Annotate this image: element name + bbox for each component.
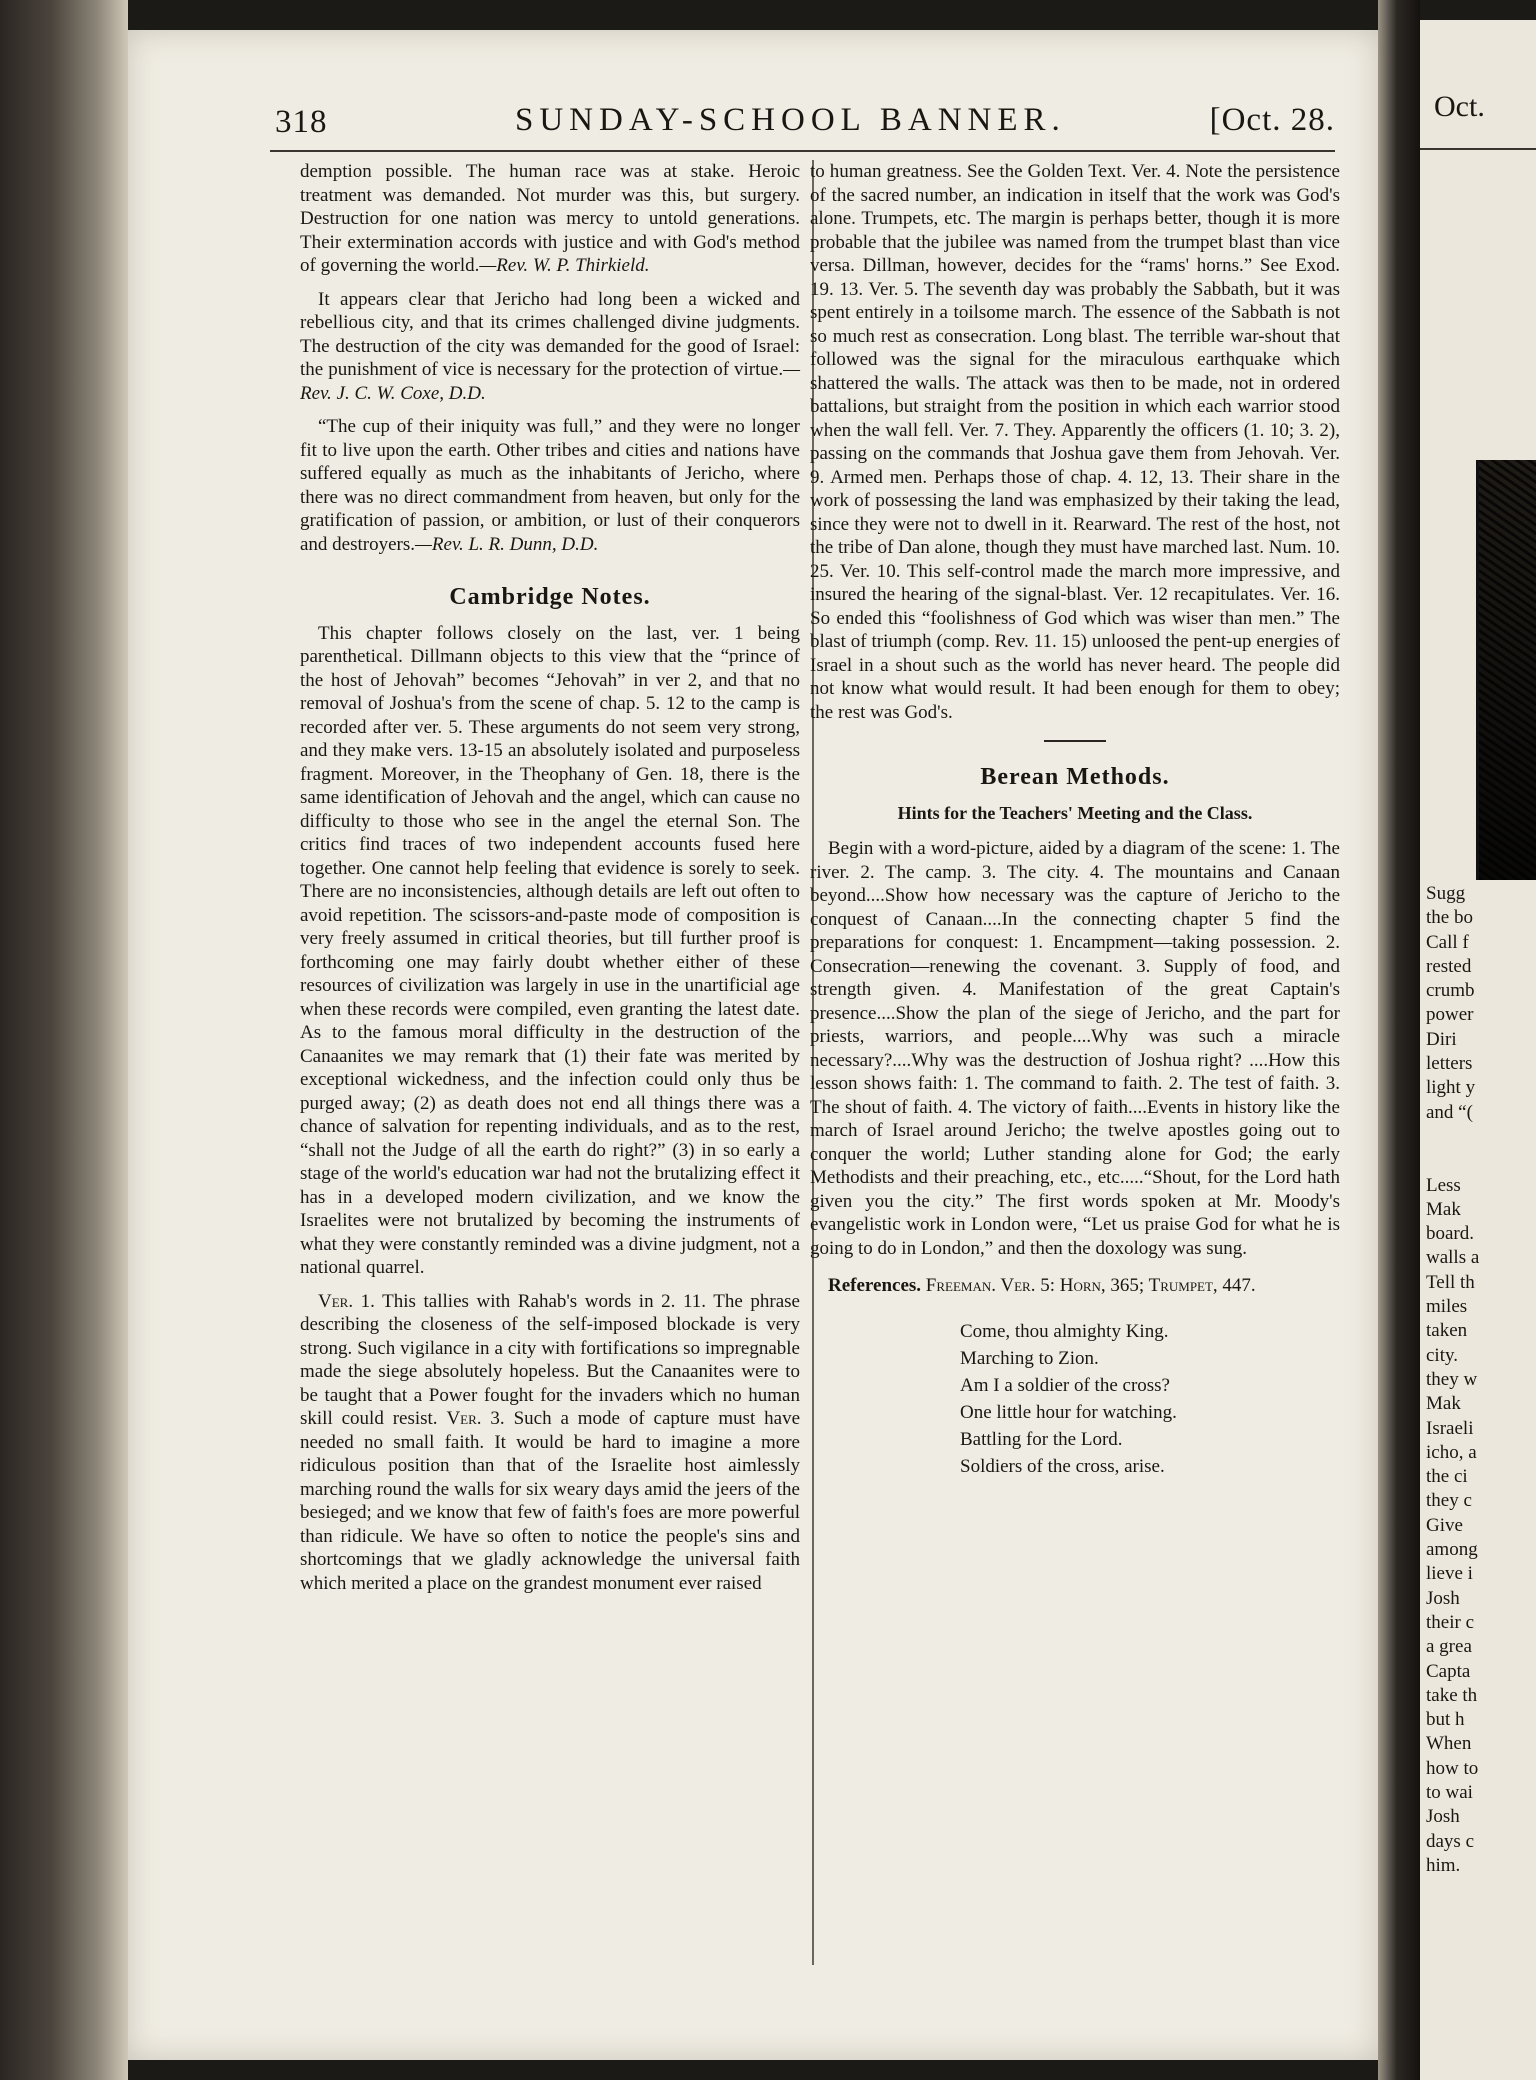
book-gutter <box>1378 0 1420 2080</box>
hymn-line: Soldiers of the cross, arise. <box>960 1455 1165 1477</box>
facing-page-line <box>1426 1125 1479 1149</box>
facing-page-line: Mak <box>1426 1393 1461 1415</box>
facing-page-line: Less <box>1426 1174 1461 1196</box>
facing-page-line: icho, a <box>1426 1441 1477 1463</box>
facing-page-line: crumb <box>1426 980 1475 1002</box>
header-rule <box>270 150 1335 152</box>
hymn-line: Am I a soldier of the cross? <box>960 1374 1170 1396</box>
hymn-line: One little hour for watching. <box>960 1401 1177 1423</box>
facing-page-line: power <box>1426 1004 1474 1026</box>
facing-page-line: miles <box>1426 1296 1468 1318</box>
facing-page-line: the ci <box>1426 1466 1468 1488</box>
hymn-list <box>960 1318 1340 1480</box>
running-head <box>275 100 1335 150</box>
facing-page-text <box>1426 882 1479 1878</box>
commentary-paragraph: “The cup of their iniquity was full,” and they were no longer fit to live upon the earth. Other tribes and cities and nations have suffered equally as much as the inhabitants of Jericho, where there was no direct commandment from heaven, but only for the gratification of passion, or ambition, or lust of their conquerors and destroyers.—Rev. L. R. Dunn, D.D. <box>300 416 800 555</box>
commentary-paragraph: It appears clear that Jericho had long been a wicked and rebellious city, and that its crimes challenged divine judgments. The destruction of the city was demanded for the good of Israel: the punishment of vice is necessary for the protection of virtue.—Rev. J. C. W. Coxe, D.D. <box>300 288 800 404</box>
facing-page-rule <box>1420 148 1536 150</box>
cambridge-continuation: to human greatness. See the Golden Text. Ver. 4. Note the persistence of the sacred number, an indication in itself that the work was God's alone. Trumpets, etc. The margin is perhaps better, though it is more probable that the jubilee was named from the trumpet blast than vice versa. Dillman, however, decides for the “rams' horns.” See Exod. 19. 13. Ver. 5. The seventh day was probably the Sabbath, but it was spent entirely in a toilsome march. The essence of the Sabbath is not so much rest as consecration. Long blast. The terrible war-shout that followed was the signal for the miraculous earthquake which shattered the walls. The attack was then to be made, not in ordered battalions, but straight from the position in which each warrior stood when the wall fell. Ver. 7. They. Apparently the officers (1. 10; 3. 2), passing on the commands that Joshua gave them from Jehovah. Ver. 9. Armed men. Perhaps those of chap. 4. 12, 13. Their share in the work of possessing the land was emphasized by their taking the lead, since they were not to dwell in it. Rearward. The rest of the host, not the tribe of Dan alone, though they must have marched last. Num. 10. 25. Ver. 10. This self-control made the march more impressive, and insured the hearing of the signal-blast. Ver. 12 recapitulates. Ver. 16. So ended this “foolishness of God which was wiser than men.” The blast of triumph (comp. Rev. 11. 15) unloosed the pent-up energies of Israel in a shout such as the world has never heard. The people did not know what would result. It had been enough for them to obey; the rest was God's. <box>810 161 1340 723</box>
facing-page-line: a grea <box>1426 1636 1472 1658</box>
facing-page-line: him. <box>1426 1854 1461 1876</box>
references: References. Freeman. Ver. 5: Horn, 365; Trumpet, 447. <box>828 1275 1256 1296</box>
facing-page-line <box>1426 1149 1479 1173</box>
section-separator <box>1044 740 1106 742</box>
facing-page-line: walls a <box>1426 1247 1480 1269</box>
commentary-paragraph: demption possible. The human race was at stake. Heroic treatment was demanded. Not murder was this, but surgery. Destruction for one nation was mercy to untold generations. Their extermination accords with justice and with God's method of governing the world.—Rev. W. P. Thirkield. <box>300 161 800 276</box>
facing-page-line: how to <box>1426 1757 1479 1779</box>
facing-page-line: taken <box>1426 1320 1468 1342</box>
facing-page-line: their c <box>1426 1611 1475 1633</box>
facing-page-line: Israeli <box>1426 1417 1474 1439</box>
facing-page-line: Call f <box>1426 931 1469 953</box>
facing-page-line: light y <box>1426 1077 1476 1099</box>
facing-page-line: Give <box>1426 1514 1463 1536</box>
facing-page-line: rested <box>1426 955 1472 977</box>
hymn-line: Battling for the Lord. <box>960 1428 1123 1450</box>
facing-page-line: days c <box>1426 1830 1475 1852</box>
facing-page-line: take th <box>1426 1684 1478 1706</box>
cambridge-paragraph: Ver. 1. This tallies with Rahab's words in 2. 11. The phrase describing the closeness of the self-imposed blockade is very strong. Such vigilance in a city with fortifications so impregnable made the siege absolutely hopeless. But the Canaanites were to be taught that a Power fought for the invaders which no human skill could resist. Ver. 3. Such a mode of capture must have needed no small faith. It would be hard to imagine a more ridiculous position than that of the Israelite host aimlessly marching round the walls for six weary days amid the jeers of the besieged; and we know that few of faith's foes are more powerful than ridicule. We have so often to notice the people's sins and shortcomings that we gladly acknowledge the universal faith which merited a place on the grandest monument ever raised <box>300 1290 801 1594</box>
right-column <box>810 160 1340 1480</box>
facing-page-line: Diri <box>1426 1028 1457 1050</box>
facing-page-line: Capta <box>1426 1660 1471 1682</box>
facing-page-line: Tell th <box>1426 1271 1475 1293</box>
facing-page-edge <box>1420 20 1536 2080</box>
hymn-line: Come, thou almighty King. <box>960 1320 1169 1342</box>
facing-page-line: Josh <box>1426 1806 1460 1828</box>
facing-page-line: they w <box>1426 1368 1478 1390</box>
cambridge-paragraph: This chapter follows closely on the last, ver. 1 being parenthetical. Dillmann objects to this view that the “prince of the host of Jehovah” becomes “Jehovah” in ver 2, and that no removal of Joshua's from the scene of chap. 5. 12 to the camp is recorded after ver. 5. These arguments do not seem very strong, and they make vers. 13-15 an absolutely isolated and purposeless fragment. Moreover, in the Theophany of Gen. 18, there is the same identification of Jehovah and the angel, which can cause no difficulty to those who see in the angel the eternal Son. The critics find traces of two independent accounts fused here together. One cannot help feeling that evidence is sorely to seek. There are no inconsistencies, although details are left out often to avoid repetition. The scissors-and-paste mode of composition is very freely assumed in critical theories, but till further proof is forthcoming one may fairly doubt whether either of these resources of civilization was largely in use in the unartificial age when these records were compiled, even granting the latest date. As to the famous moral difficulty in the destruction of the Canaanites we may remark that (1) their fate was merited by exceptional wickedness, and the infection could only thus be purged away; (2) as death does not end all things there was a chance of salvation for repenting individuals, and as to the rest, “shall not the Judge of all the earth do right?” (3) in so early a stage of the world's education war had not the brutalizing effect it has in a developed modern civilization, and we know the Israelites were not brutalized by becoming the instruments of what they were constantly reminded was a divine judgment, not a national quarrel. <box>300 622 800 1278</box>
berean-paragraph: Begin with a word-picture, aided by a diagram of the scene: 1. The river. 2. The camp. 3. The city. 4. The mountains and Canaan beyond....Show how necessary was the capture of Jericho to the conquest of Canaan....In the connecting chapter 5 find the preparations for conquest: 1. Encampment—taking possession. 2. Consecration—renewing the covenant. 3. Supply of food, and strength given. 4. Manifestation of the great Captain's presence....Show the plan of the siege of Jericho, and the part for priests, warriors, and people....Why was such a miracle necessary?....Why was the destruction of Joshua right? ....How this lesson shows faith: 1. The command to faith. 2. The test of faith. 3. The shout of faith. 4. The victory of faith....Events in history like the march of Israel around Jericho; the twelve apostles going out to conquer the world; Luther standing alone for God; the early Methodists and their preaching, etc., etc.....“Shout, for the Lord hath given you the city.” The first words spoken at Mr. Moody's evangelistic work in London were, “Let us praise God for what he is going to do in London,” and then the doxology was sung. <box>810 838 1340 1259</box>
facing-page-line: but h <box>1426 1709 1465 1731</box>
page-number: 318 <box>275 104 328 140</box>
facing-page-line: among <box>1426 1539 1478 1561</box>
berean-subtitle: Hints for the Teachers' Meeting and the Class. <box>897 802 1253 823</box>
issue-date: [Oct. 28. <box>1209 102 1335 138</box>
facing-page-line: Sugg <box>1426 883 1466 904</box>
facing-page-line: lieve i <box>1426 1563 1473 1585</box>
facing-page-line: and “( <box>1426 1101 1473 1123</box>
hymn-line: Marching to Zion. <box>960 1347 1099 1369</box>
facing-page-illustration <box>1476 460 1536 880</box>
section-title-berean-methods: Berean Methods. <box>980 764 1170 790</box>
facing-page-line: letters <box>1426 1053 1473 1075</box>
left-column <box>300 160 800 1605</box>
facing-page-line: When <box>1426 1733 1472 1755</box>
facing-page-line: city. <box>1426 1344 1459 1366</box>
book-binding-edge <box>0 0 128 2080</box>
facing-page-line: Mak <box>1426 1198 1461 1220</box>
section-title-cambridge-notes: Cambridge Notes. <box>449 584 651 610</box>
facing-page-line: board. <box>1426 1223 1475 1245</box>
journal-title: SUNDAY-SCHOOL BANNER. <box>515 102 1066 138</box>
facing-page-line: to wai <box>1426 1781 1473 1803</box>
facing-page-line: the bo <box>1426 907 1473 929</box>
facing-page-header: Oct. <box>1434 90 1485 123</box>
facing-page-line: they c <box>1426 1490 1472 1512</box>
facing-page-line: Josh <box>1426 1587 1460 1609</box>
